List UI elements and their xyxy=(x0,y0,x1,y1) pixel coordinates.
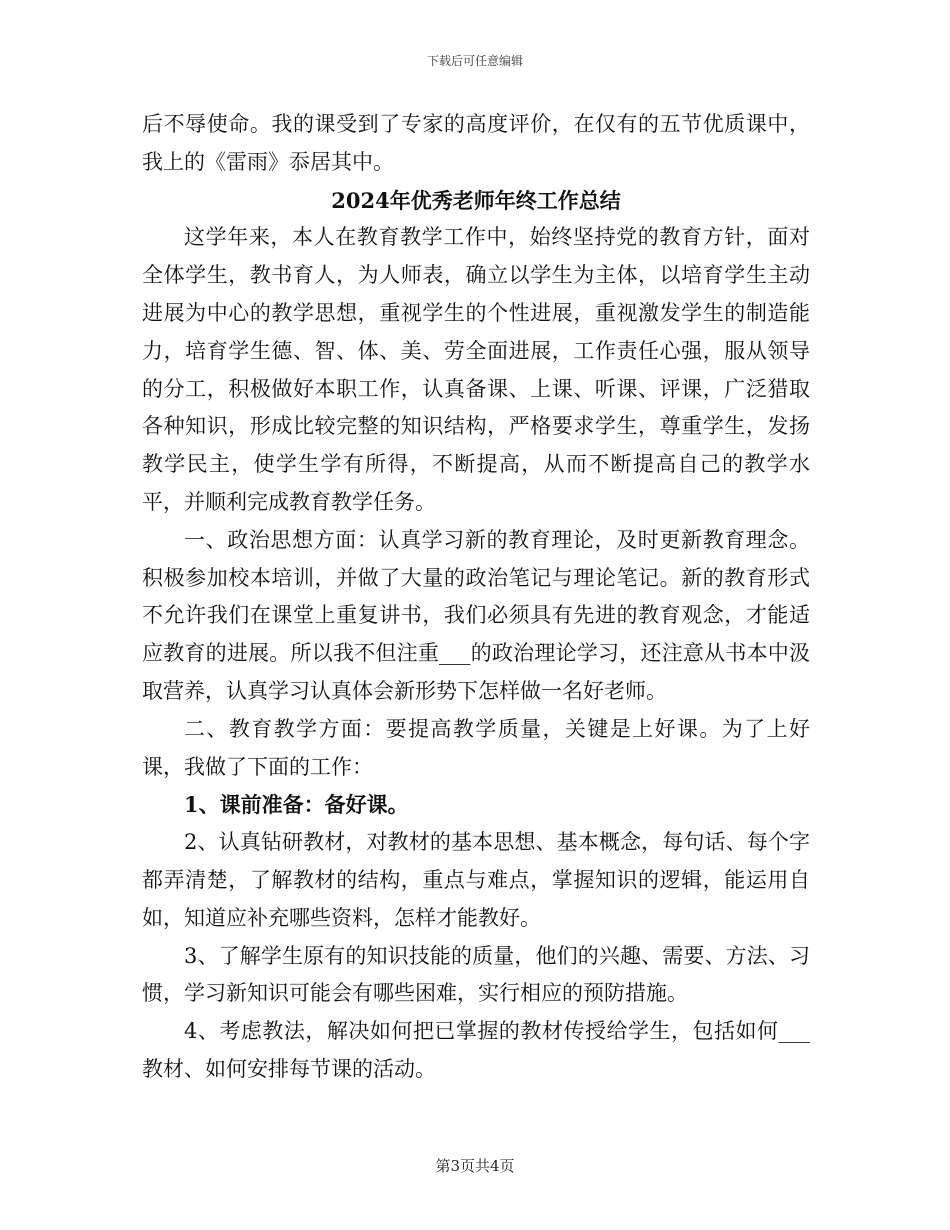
list-item: 4、考虑教法，解决如何把已掌握的教材传授给学生，包括如何___教材、如何安排每节课的活动。 xyxy=(142,1019,810,1081)
political-section-paragraph: 一、政治思想方面：认真学习新的教育理论，及时更新教育理念。积极参加校本培训，并做了大量的政治笔记与理论笔记。新的教育形式不允许我们在课堂上重复讲书，我们必须具有先进的教育观念，才能适应教育的进展。所以我不但注重___的政治理论学习，还注意从书本中汲取营养，认真学习认真体会新形势下怎样做一名好老师。 xyxy=(142,527,810,703)
page-number: 第3页共4页 xyxy=(435,1157,515,1175)
teaching-section-paragraph: 二、教育教学方面：要提高教学质量，关键是上好课。为了上好课，我做了下面的工作： xyxy=(142,716,810,779)
continuation-paragraph: 后不辱使命。我的课受到了专家的高度评价，在仅有的五节优质课中，我上的《雷雨》忝居其中。 xyxy=(142,112,810,174)
intro-paragraph: 这学年来，本人在教育教学工作中，始终坚持党的教育方针，面对全体学生，教书育人，为人师表，确立以学生为主体，以培育学生主动进展为中心的教学思想，重视学生的个性进展，重视激发学生的制造能力，培育学生德、智、体、美、劳全面进展，工作责任心强，服从领导的分工，积极做好本职工作，认真备课、上课、听课、评课，广泛猎取各种知识，形成比较完整的知识结构，严格要求学生，尊重学生，发扬教学民主，使学生学有所得，不断提高，从而不断提高自己的教学水平，并顺利完成教育教学任务。 xyxy=(142,225,810,514)
document-title: 2024年优秀老师年终工作总结 xyxy=(331,187,621,213)
lesson-prep-heading: 1、课前准备：备好课。 xyxy=(184,792,409,818)
list-item: 3、了解学生原有的知识技能的质量，他们的兴趣、需要、方法、习惯，学习新知识可能会有哪些困难，实行相应的预防措施。 xyxy=(142,943,810,1006)
list-item: 2、认真钻研教材，对教材的基本思想、基本概念，每句话、每个字都弄清楚，了解教材的结构，重点与难点，掌握知识的逻辑，能运用自如，知道应补充哪些资料，怎样才能教好。 xyxy=(142,830,810,930)
document-body xyxy=(142,106,810,1089)
page-header: 下载后可任意编辑 xyxy=(426,54,523,68)
